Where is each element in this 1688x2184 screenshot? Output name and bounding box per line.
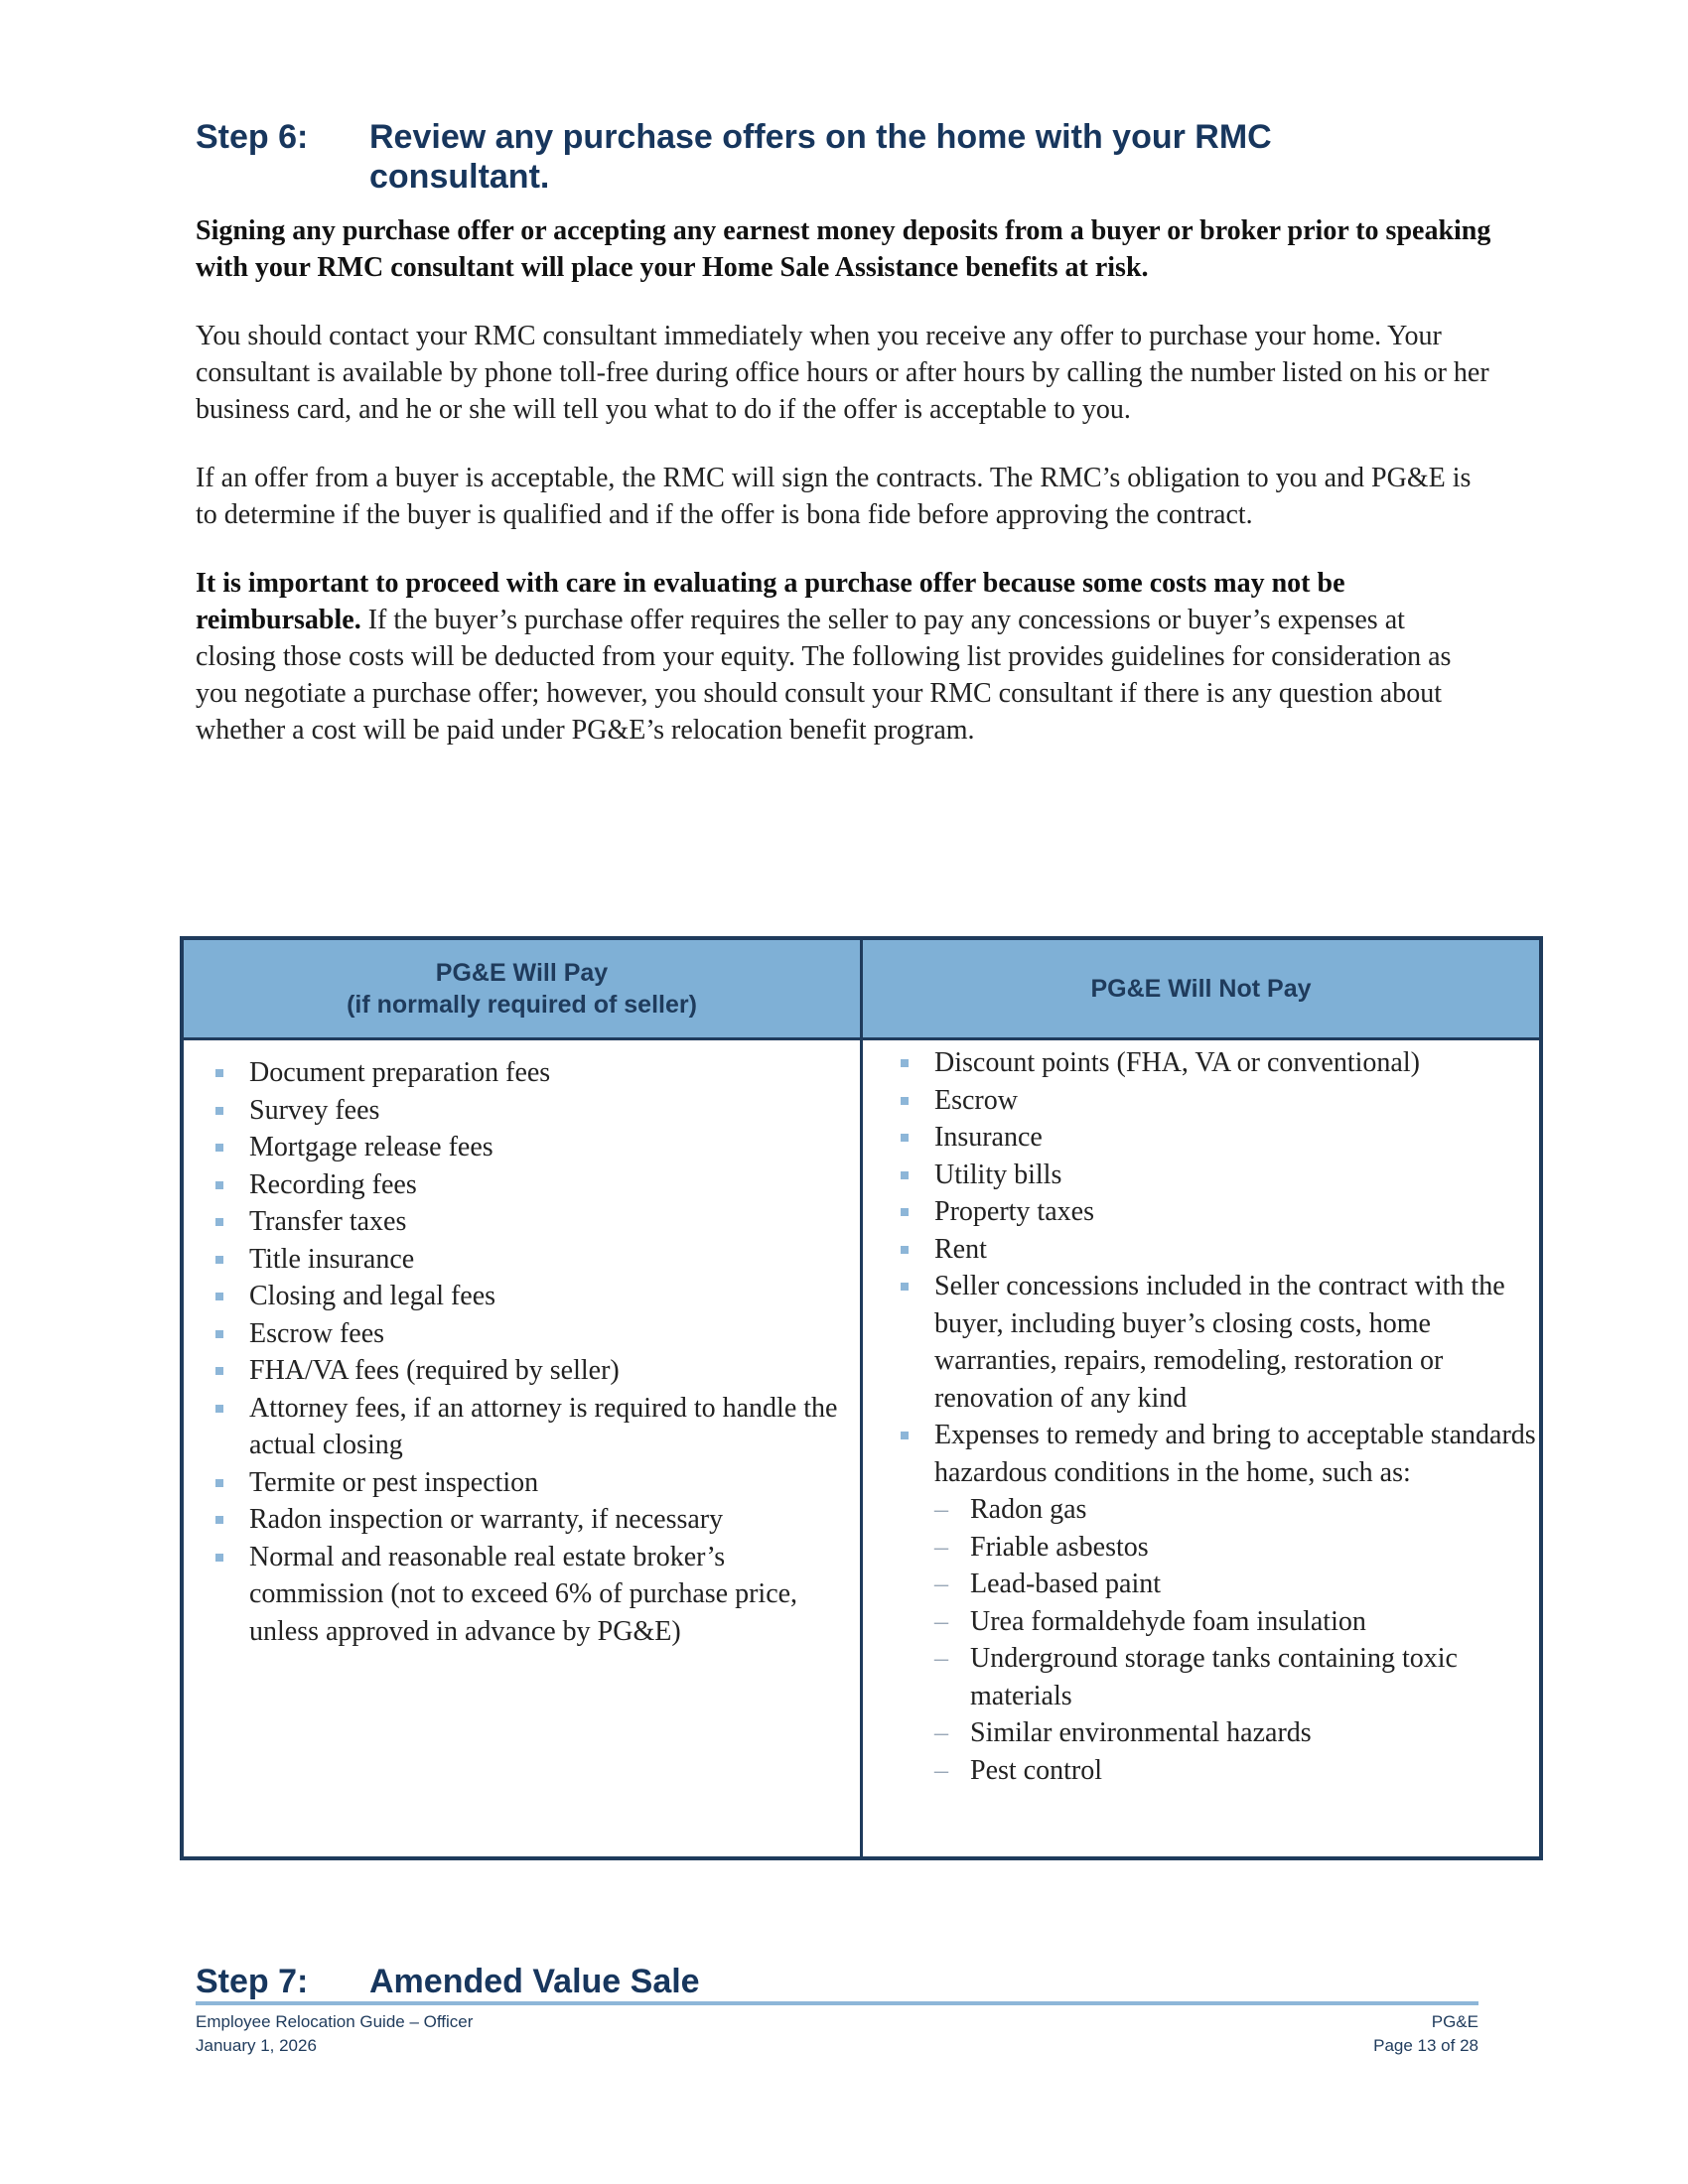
- list-item: Termite or pest inspection: [213, 1464, 860, 1502]
- list-item: Discount points (FHA, VA or conventional): [899, 1044, 1539, 1082]
- list-item: Document preparation fees: [213, 1054, 860, 1092]
- list-item: – Urea formaldehyde foam insulation: [899, 1603, 1539, 1641]
- will-pay-cell: [184, 1040, 863, 1856]
- warning-paragraph: Signing any purchase offer or accepting any earnest money deposits from a buyer or broker prior to speaking with your RMC consultant will place your Home Sale Assistance benefits at risk.: [196, 215, 1491, 283]
- contact-paragraph: You should contact your RMC consultant immediately when you receive any offer to purchase your home. Your consultant is available by phone toll-free during office hours or after hours by calling the number listed on his or her business card, and he or she will tell you what to do if the offer is acceptable to you.: [196, 321, 1489, 425]
- will-pay-header-subtitle: (if normally required of seller): [347, 991, 697, 1019]
- step-7-title: Amended Value Sale: [369, 1963, 700, 2000]
- step-6-heading: [196, 117, 1491, 197]
- care-paragraph-bold: It is important to proceed with care in evaluating a purchase offer because some costs may not be reimbursable.: [196, 568, 1345, 635]
- will-pay-list: [213, 1054, 860, 1650]
- page-footer: [196, 2010, 1478, 2058]
- pay-table: [180, 936, 1543, 1860]
- will-pay-header: [184, 940, 863, 1040]
- footer-page-number: Page 13 of 28: [1373, 2036, 1478, 2055]
- list-item: Utility bills: [899, 1157, 1539, 1194]
- list-item: – Radon gas: [899, 1491, 1539, 1529]
- will-not-pay-cell: [863, 1040, 1539, 1856]
- will-not-pay-header: PG&E Will Not Pay: [863, 940, 1539, 1040]
- care-paragraph: [196, 565, 1491, 749]
- list-item: Insurance: [899, 1119, 1539, 1157]
- list-item: Radon inspection or warranty, if necessary: [213, 1501, 860, 1539]
- step-7-section: [196, 1962, 1491, 2001]
- step-7-heading: [196, 1962, 1491, 2001]
- will-not-pay-list: [899, 1044, 1539, 1491]
- footer-company: PG&E: [1431, 2012, 1478, 2031]
- list-item: – Underground storage tanks containing toxic materials: [899, 1640, 1539, 1714]
- list-item: Escrow: [899, 1082, 1539, 1120]
- list-item: – Lead-based paint: [899, 1566, 1539, 1603]
- list-item: Title insurance: [213, 1241, 860, 1279]
- footer-date: January 1, 2026: [196, 2036, 317, 2055]
- list-item: FHA/VA fees (required by seller): [213, 1352, 860, 1390]
- list-item: Mortgage release fees: [213, 1129, 860, 1166]
- footer-doc-title: Employee Relocation Guide – Officer: [196, 2012, 474, 2031]
- list-item: Rent: [899, 1231, 1539, 1269]
- list-item: Seller concessions included in the contract with the buyer, including buyer’s closing costs, home warranties, repairs, remodeling, restoration or renovation of any kind: [899, 1268, 1539, 1417]
- list-item: – Pest control: [899, 1752, 1539, 1790]
- step-7-number: Step 7:: [196, 1963, 309, 2000]
- list-item: Normal and reasonable real estate broker’s commission (not to exceed 6% of purchase price, unless approved in advance by PG&E): [213, 1539, 860, 1651]
- list-item: Property taxes: [899, 1193, 1539, 1231]
- list-item: Transfer taxes: [213, 1203, 860, 1241]
- list-item: Escrow fees: [213, 1315, 860, 1353]
- list-item: Recording fees: [213, 1166, 860, 1204]
- footer-rule: [196, 2001, 1478, 2005]
- acceptable-offer-paragraph: If an offer from a buyer is acceptable, the RMC will sign the contracts. The RMC’s obligation to you and PG&E is to determine if the buyer is qualified and if the offer is bona fide before approving the contract.: [196, 463, 1472, 530]
- list-item: – Friable asbestos: [899, 1529, 1539, 1567]
- step-6-number: Step 6:: [196, 118, 309, 156]
- list-item: Expenses to remedy and bring to acceptable standards hazardous conditions in the home, such as:: [899, 1417, 1539, 1491]
- step-6-title: Review any purchase offers on the home with your RMC consultant.: [369, 118, 1272, 196]
- will-pay-header-title: PG&E Will Pay: [435, 959, 609, 987]
- list-item: Attorney fees, if an attorney is required to handle the actual closing: [213, 1390, 860, 1464]
- document-page: [196, 117, 1536, 2000]
- list-item: Survey fees: [213, 1092, 860, 1130]
- list-item: Closing and legal fees: [213, 1278, 860, 1315]
- hazard-list: [899, 1491, 1539, 1789]
- list-item: – Similar environmental hazards: [899, 1714, 1539, 1752]
- care-paragraph-text: If the buyer’s purchase offer requires the seller to pay any concessions or buyer’s expenses at closing those costs will be deducted from your equity. The following list provides guidelines for consideration as you negotiate a purchase offer; however, you should consult your RMC consultant if there is any question about whether a cost will be paid under PG&E’s relocation benefit program.: [196, 605, 1452, 746]
